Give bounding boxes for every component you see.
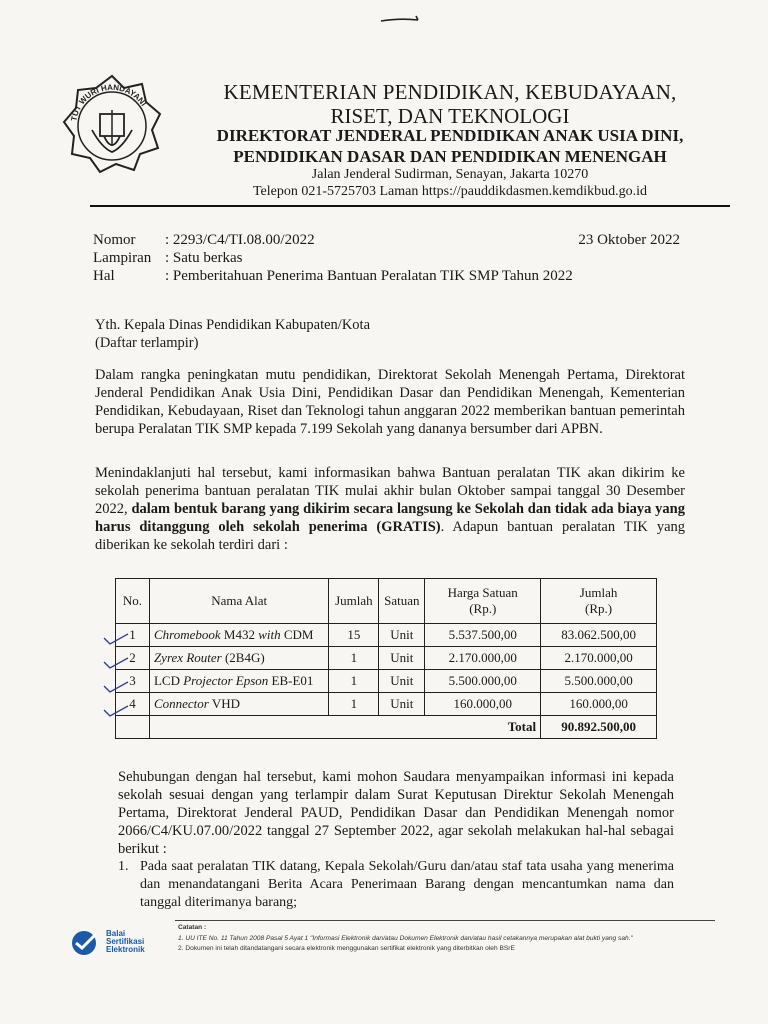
meta-nomor xyxy=(93,232,315,249)
ministry-name-line2: RISET, DAN TEKNOLOGI xyxy=(330,104,570,128)
bsre-line3: Elektronik xyxy=(106,945,145,954)
cell-nama-italic: Chromebook xyxy=(153,627,221,642)
paragraph-3: Sehubungan dengan hal tersebut, kami mohon Saudara menyampaikan informasi ini kepada sekolah sesuai dengan yang terlampir dalam Surat Keputusan Direktur Sekolah Menengah Pertama, Direktorat Jenderal PAUD, Pendidikan Dasar dan Pendidikan Menengah nomor 2066/C4/KU.07.00/2022 tanggal 27 September 2022, agar sekolah melakukan hal-hal sebagai berikut : xyxy=(118,769,674,857)
header-harga-satuan xyxy=(425,579,541,624)
check-mark-icon xyxy=(102,632,130,646)
cell-nama xyxy=(149,624,328,647)
cell-nama-italic2: with xyxy=(258,627,281,642)
cell-nama-italic: Connector xyxy=(153,696,209,711)
cell-nama-normal: (2B4G) xyxy=(221,650,265,665)
meta-hal xyxy=(93,268,573,285)
cell-jumlah: 1 xyxy=(329,670,379,693)
cell-satuan: Unit xyxy=(379,647,425,670)
cell-nama xyxy=(149,693,328,716)
table-row xyxy=(116,670,657,693)
list-item-number: 1. xyxy=(118,859,129,874)
cell-nama xyxy=(149,647,328,670)
table-row xyxy=(116,693,657,716)
cell-no: 3 xyxy=(116,670,150,693)
table-header-row xyxy=(116,579,657,624)
list-item xyxy=(118,858,674,912)
header-total-line2: (Rp.) xyxy=(585,601,613,616)
cell-nama-normal: M432 xyxy=(220,627,259,642)
svg-text:TUT WURI HANDAYANI: TUT WURI HANDAYANI xyxy=(69,82,149,122)
cell-nama xyxy=(149,670,328,693)
check-mark-icon xyxy=(102,656,130,670)
cell-satuan: Unit xyxy=(379,670,425,693)
header-satuan: Satuan xyxy=(379,579,425,624)
cell-empty xyxy=(116,716,150,739)
lampiran-label: Lampiran xyxy=(93,250,152,266)
header-jumlah: Jumlah xyxy=(329,579,379,624)
pen-scribble-mark xyxy=(380,14,420,24)
cell-harga: 5.500.000,00 xyxy=(425,670,541,693)
cell-jumlah: 1 xyxy=(329,693,379,716)
cell-nama-italic2: Projector Epson xyxy=(183,673,269,688)
footer-note-1: 1. UU ITE No. 11 Tahun 2008 Pasal 5 Ayat 1 "Informasi Elektronik dan/atau Dokumen Elektronik dan/atau hasil cetakannya merupakan alat bukti yang sah." xyxy=(178,935,633,942)
footer-catatan: Catatan : xyxy=(178,924,207,931)
check-mark-icon xyxy=(102,680,130,694)
cell-no: 1 xyxy=(116,624,150,647)
cell-nama-normal2: EB-E01 xyxy=(268,673,314,688)
table-row xyxy=(116,624,657,647)
letter-date: 23 Oktober 2022 xyxy=(578,232,680,248)
table-row xyxy=(116,647,657,670)
letterhead-address: Jalan Jenderal Sudirman, Senayan, Jakarta 10270 xyxy=(311,167,589,182)
cell-satuan: Unit xyxy=(379,693,425,716)
letterhead-contact: Telepon 021-5725703 Laman https://pauddikdasmen.kemdikbud.go.id xyxy=(252,184,648,199)
cell-jumlah: 15 xyxy=(329,624,379,647)
directorate-name-line1: DIREKTORAT JENDERAL PENDIDIKAN ANAK USIA DINI, xyxy=(216,126,684,145)
paragraph-2-end: . Adapun bantuan peralatan TIK yang diberikan ke sekolah terdiri dari : xyxy=(95,519,685,553)
cell-nama-normal: LCD xyxy=(153,673,184,688)
cell-no: 2 xyxy=(116,647,150,670)
footer-divider xyxy=(175,920,715,921)
check-mark-icon xyxy=(102,704,130,718)
cell-harga: 5.537.500,00 xyxy=(425,624,541,647)
bsre-line1: Balai xyxy=(106,929,126,938)
cell-satuan: Unit xyxy=(379,624,425,647)
list-item-text: Pada saat peralatan TIK datang, Kepala Sekolah/Guru dan/atau staf tata usaha yang menerima dan menandatangani Berita Acara Penerimaan Barang dengan mencantumkan nama dan tanggal diterimanya barang; xyxy=(140,859,674,910)
hal-label: Hal xyxy=(93,268,115,284)
lampiran-value: : Satu berkas xyxy=(165,250,243,266)
nomor-label: Nomor xyxy=(93,232,136,248)
tut-wuri-handayani-logo xyxy=(62,74,162,174)
cell-no: 4 xyxy=(116,693,150,716)
paragraph-1: Dalam rangka peningkatan mutu pendidikan, Direktorat Sekolah Menengah Pertama, Direktorat Jenderal Pendidikan Anak Usia Dini, Pendidikan Dasar dan Pendidikan Menengah, Kementerian Pendidikan, Kebudayaan, Riset dan Teknologi tahun anggaran 2022 memberikan bantuan pemerintah berupa Peralatan TIK SMP kepada 7.199 Sekolah yang dananya bersumber dari APBN. xyxy=(95,367,685,437)
letterhead-divider xyxy=(90,205,730,207)
header-nama-alat: Nama Alat xyxy=(149,579,328,624)
cell-total: 2.170.000,00 xyxy=(541,647,657,670)
paragraph-2-start: Menindaklanjuti hal tersebut, kami informasikan bahwa Bantuan peralatan TIK akan dikirim ke sekolah penerima bantuan peralatan TIK mulai akhir bulan Oktober sampai tanggal 30 Desember 2022, xyxy=(95,465,685,517)
nomor-value: : 2293/C4/TI.08.00/2022 xyxy=(165,232,315,248)
table-total-row xyxy=(116,716,657,739)
cell-harga: 160.000,00 xyxy=(425,693,541,716)
total-label: Total xyxy=(149,716,540,739)
header-harga-line1: Harga Satuan xyxy=(447,585,518,600)
paragraph-2-bold: dalam bentuk barang yang dikirim secara langsung ke Sekolah dan tidak ada biaya yang harus ditanggung oleh sekolah penerima (GRATIS) xyxy=(95,501,685,535)
footer-note-2: 2. Dokumen ini telah ditandatangani secara elektronik menggunakan sertifikat elektronik yang diterbitkan oleh BSrE xyxy=(178,945,515,952)
bsre-logo-icon xyxy=(68,928,104,958)
cell-nama-normal: VHD xyxy=(208,696,241,711)
cell-total: 83.062.500,00 xyxy=(541,624,657,647)
bsre-logo-text xyxy=(106,930,145,954)
bsre-line2: Sertifikasi xyxy=(106,937,145,946)
addressee-line1: Yth. Kepala Dinas Pendidikan Kabupaten/Kota xyxy=(95,317,371,333)
addressee-line2: (Daftar terlampir) xyxy=(95,335,199,351)
cell-jumlah: 1 xyxy=(329,647,379,670)
directorate-name-line2: PENDIDIKAN DASAR DAN PENDIDIKAN MENENGAH xyxy=(233,147,667,166)
meta-lampiran xyxy=(93,250,242,267)
total-value: 90.892.500,00 xyxy=(541,716,657,739)
cell-total: 160.000,00 xyxy=(541,693,657,716)
hal-value: : Pemberitahuan Penerima Bantuan Peralatan TIK SMP Tahun 2022 xyxy=(165,268,573,284)
equipment-table xyxy=(115,578,657,739)
header-no: No. xyxy=(116,579,150,624)
header-total-line1: Jumlah xyxy=(579,585,618,600)
cell-total: 5.500.000,00 xyxy=(541,670,657,693)
header-jumlah-total xyxy=(541,579,657,624)
cell-harga: 2.170.000,00 xyxy=(425,647,541,670)
header-harga-line2: (Rp.) xyxy=(469,601,497,616)
ministry-name-line1: KEMENTERIAN PENDIDIKAN, KEBUDAYAAN, xyxy=(223,80,677,104)
cell-nama-normal2: CDM xyxy=(280,627,314,642)
cell-nama-italic: Zyrex Router xyxy=(153,650,222,665)
paragraph-2 xyxy=(95,464,685,554)
